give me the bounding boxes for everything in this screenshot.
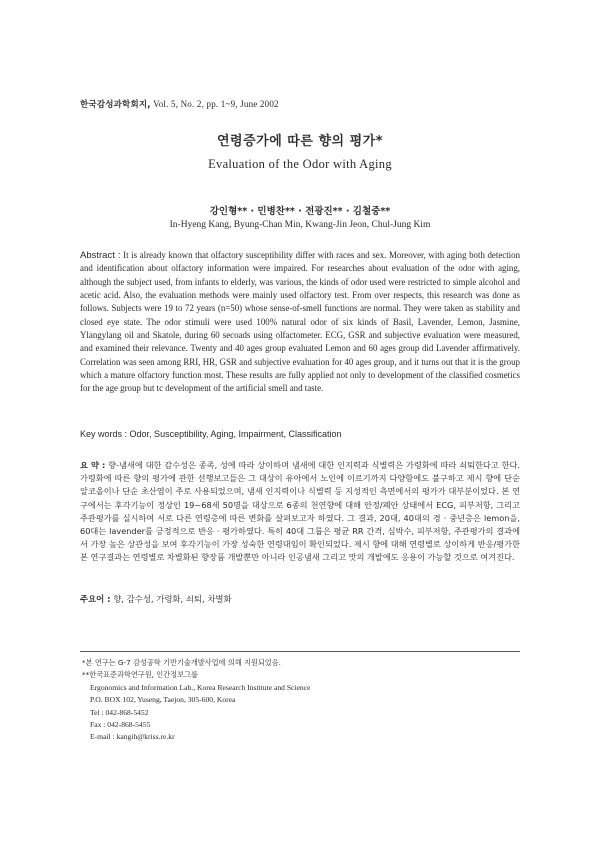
keywords: [80, 428, 520, 441]
footnote-fax: Fax : 042-868-5455: [90, 720, 151, 730]
summary-keywords-text: 향, 감수성, 가령화, 쇠퇴, 차별화: [113, 594, 232, 604]
footnote-organization: Ergonomics and Information Lab., Korea Research Institute and Science: [90, 682, 311, 692]
abstract: [80, 249, 520, 396]
footnote-divider: [80, 651, 520, 652]
authors-english: In-Hyeng Kang, Byung-Chan Min, Kwang-Jin Jeon, Chul-Jung Kim: [169, 220, 431, 230]
korean-keywords: [80, 593, 520, 605]
journal-name: 한국감성과학회지,: [80, 100, 151, 110]
keywords-label: Key words :: [80, 429, 128, 439]
footnotes: [82, 657, 522, 744]
page-title-english: Evaluation of the Odor with Aging: [208, 157, 392, 171]
journal-volume-info: Vol. 5, No. 2, pp. 1~9, June 2002: [153, 99, 279, 109]
summary-text: 향-냄새에 대한 감수성은 종족, 성에 따라 상이하며 냄새에 대한 인지력과 식별력은 가령화에 따라 쇠퇴한다고 한다. 가령화에 따른 향의 평가에 관한 선행보고들은 그 대상이 유아에서 노인에 이르기까지 다양함에도 불구하고 제시 향에 단순 알코올이나 단순 초산염이 주로 사용되었으며, 냄새 인지력이나 식별력 등 지성적인 측면에서의 평가가 대부분이었다. 본 연구에서는 후각기능이 정상인 19~68세 50명을 대상으로 6종의 천연향에 대해 안정/폐안 상태에서 ECG, 피부저항, 그리고 주관평가를 실시하여 서로 다른 연령층에 따른 변화를 살펴보고자 하였다. 그 결과, 20대, 40대의 경 · 중년층은 lemon을, 60대는 lavender를 긍정적으로 반응 · 평가하였다. 특히 40대 그룹은 평균 RR 간격, 심박수, 피부저항, 주관평가의 결과에서 가장 높은 상관성을 보여 후각기능이 가장 성숙한 연령대임이 확인되었다. 제시 향에 대해 연령별로 상이하게 반응/평가한 본 연구결과는 연령별로 차별화된 향장품 개발뿐만 아니라 인공냄새 그리고 맛의 개발에도 응용이 가능할 것으로 여겨진다.: [80, 460, 521, 563]
summary-keywords-label: 주요어 :: [80, 594, 111, 604]
footnote-tel: Tel : 042-868-5452: [90, 707, 149, 717]
footnote-affiliation: **한국표준과학연구원, 인간정보그룹: [82, 670, 198, 680]
abstract-label: Abstract :: [80, 250, 121, 261]
footnote-email[interactable]: E-mail : kangih@kriss.re.kr: [90, 732, 175, 742]
footnote-address: P.O. BOX 102, Yuseng, Taejon, 305-600, Korea: [90, 695, 236, 705]
abstract-text: It is already known that olfactory susceptibility differ with races and sex. Moreover, with aging both detection and identification about olfactory information were impaired. For researches about evaluation of the odor with aging, although the subject used, from infants to elderly, was various, the kinds of odor used were restricted to simple alcohol and acetic acid. Also, the evaluation methods were mainly used olfactory test. From over respects, this research was done as follows. Subjects were 19 to 72 years (n=50) whose sense-of-smell functions are normal. They were taken as stability and closed eye state. The odor stimuli were used 100% natural odor of six kinds of Basil, Lavender, Lemon, Jasmine, Ylangylang oil and Skatole, during 60 secoads using olfactometer. ECG, GSR and subjective evaluation were measured, and examined their relevance. Twenty and 40 ages group evaluated Lemon and 60 ages group did Lavender affirmatively. Correlation was seen among RRI, HR, GSR and subjective evaluation for 40 ages group, and it turns out that it is the group which a mature olfactory function most. These results are fully applied not only to development of the classified cosmetics for the age group but tc development of the artificial smell and taste.: [80, 250, 521, 394]
authors-korean: 강인형** · 민병찬** · 전광진** · 김철중**: [209, 206, 391, 217]
korean-summary: [80, 459, 520, 565]
page-title-korean: 연령증가에 따른 향의 평가*: [216, 134, 383, 149]
keywords-text: Odor, Susceptibility, Aging, Impairment, Classification: [129, 429, 342, 439]
footnote-funding: *본 연구는 G-7 감성공학 기반기술개발사업에 의해 지원되었음.: [82, 658, 281, 667]
journal-citation: [80, 99, 279, 111]
summary-label: 요 약 :: [80, 460, 106, 470]
